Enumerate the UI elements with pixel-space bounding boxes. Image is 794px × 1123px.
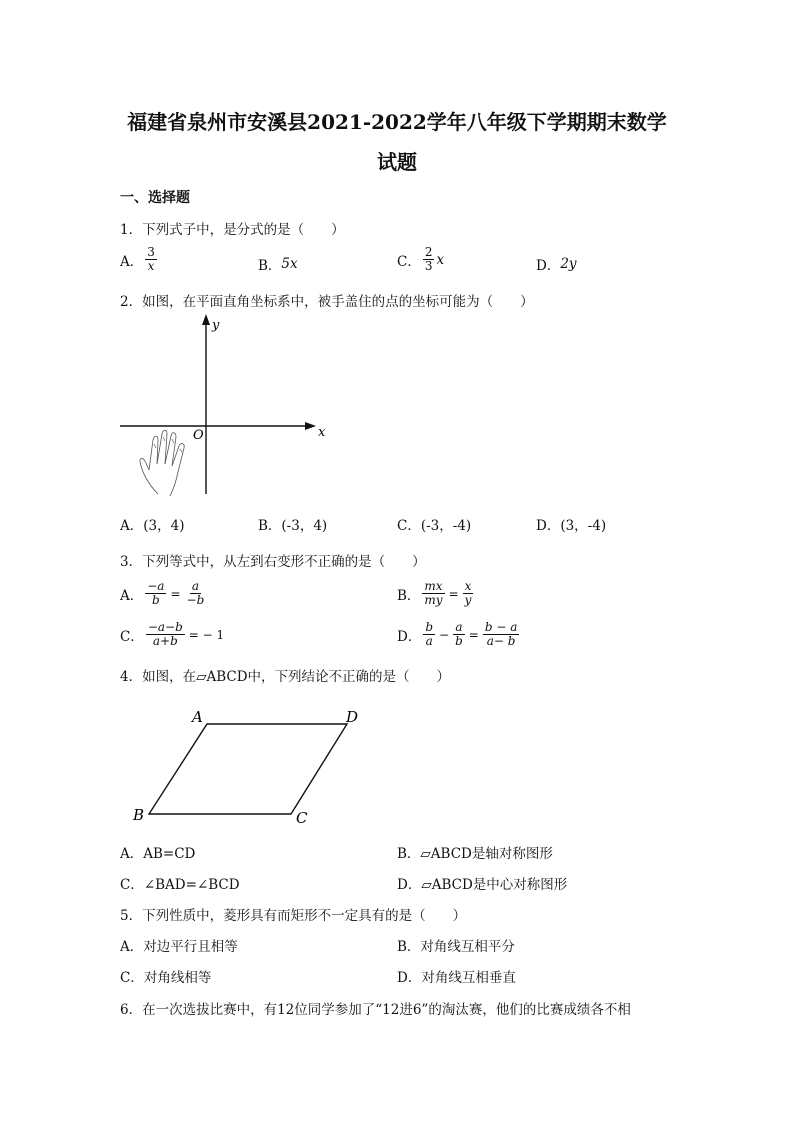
option-text: 5x — [281, 256, 298, 272]
q1-option-c — [397, 246, 444, 273]
numerator: a — [191, 579, 199, 593]
option-text: x — [436, 251, 445, 268]
q4-option-c: C．∠BAD=∠BCD — [120, 877, 240, 893]
option-label: A． — [120, 253, 144, 270]
q4-option-d: D．▱ABCD是中心对称图形 — [397, 877, 568, 893]
y-axis-arrow — [202, 314, 210, 325]
vertex-d-label: D — [346, 708, 359, 726]
numerator: a — [455, 620, 463, 634]
q2-option-b: B．(-3，4) — [258, 518, 328, 534]
fraction — [145, 246, 157, 273]
parallelogram-abcd — [149, 724, 347, 814]
q4-option-a: A．AB=CD — [120, 846, 196, 862]
fraction — [453, 621, 465, 648]
fraction — [423, 621, 435, 648]
q1-option-b — [258, 254, 298, 274]
q2-option-c: C．(-3，-4) — [397, 518, 472, 534]
vertex-c-label: C — [296, 809, 308, 827]
denominator: x — [147, 259, 155, 273]
q5-option-c: C．对角线相等 — [120, 970, 212, 986]
question-4-stem: 4．如图，在▱ABCD中，下列结论不正确的是（ ） — [120, 669, 451, 685]
q3-option-a — [120, 580, 208, 607]
option-label: B． — [258, 258, 282, 274]
denominator: y — [464, 593, 472, 607]
question-6-stem: 6．在一次选拔比赛中，有12位同学参加了“12进6”的淘汰赛，他们的比赛成绩各不相 — [120, 1002, 631, 1018]
fraction — [185, 580, 207, 607]
denominator: 3 — [424, 259, 433, 273]
denominator: −b — [186, 593, 205, 607]
q1-option-d — [536, 254, 577, 274]
q5-option-d: D．对角线互相垂直 — [397, 970, 516, 986]
option-label: A． — [120, 587, 144, 604]
x-axis-arrow — [305, 422, 316, 430]
option-label: C． — [397, 253, 421, 270]
numerator: −a−b — [147, 620, 183, 634]
q3-option-d — [397, 621, 521, 648]
q5-option-b: B．对角线互相平分 — [397, 939, 515, 955]
fraction — [146, 621, 185, 648]
page-title-line2: 试题 — [377, 150, 417, 174]
question-3-stem: 3．下列等式中，从左到右变形不正确的是（ ） — [120, 554, 426, 570]
numerator: x — [464, 579, 472, 593]
y-axis-label: y — [212, 318, 220, 333]
numerator: b − a — [484, 620, 518, 634]
q4-option-b: B．▱ABCD是轴对称图形 — [397, 846, 553, 862]
fraction — [145, 580, 166, 607]
q2-option-a: A．(3，4) — [120, 518, 185, 534]
q5-option-a: A．对边平行且相等 — [120, 939, 238, 955]
question-2-stem: 2．如图，在平面直角坐标系中，被手盖住的点的坐标可能为（ ） — [120, 294, 534, 310]
denominator: my — [424, 593, 443, 607]
right-hand-side: = − 1 — [188, 627, 225, 642]
option-label: D． — [397, 628, 422, 645]
fraction — [422, 580, 444, 607]
option-label: B． — [397, 587, 421, 604]
coordinate-plane-figure — [118, 312, 338, 502]
denominator: a− b — [486, 634, 516, 648]
hand-drawing — [140, 430, 184, 496]
q3-option-b — [397, 580, 475, 607]
numerator: mx — [424, 579, 443, 593]
numerator: 3 — [147, 245, 155, 259]
fraction — [423, 246, 435, 273]
denominator: b — [152, 593, 160, 607]
option-label: D． — [536, 258, 561, 274]
numerator: b — [425, 620, 434, 634]
option-text: 2y — [560, 256, 577, 272]
section-heading: 一、选择题 — [120, 190, 190, 206]
numerator: −a — [147, 579, 165, 593]
page-title: 福建省泉州市安溪县2021-2022学年八年级下学期期末数学 — [127, 110, 667, 134]
vertex-b-label: B — [133, 806, 145, 824]
q2-option-d: D．(3，-4) — [536, 518, 607, 534]
denominator: a — [425, 634, 433, 648]
origin-label: O — [193, 428, 204, 443]
fraction — [483, 621, 520, 648]
numerator: 2 — [424, 245, 433, 259]
q1-option-a — [120, 246, 159, 273]
equals-sign: = — [448, 586, 459, 601]
denominator: b — [455, 634, 463, 648]
minus-sign: − — [439, 627, 450, 642]
equals-sign: = — [468, 627, 479, 642]
question-5-stem: 5．下列性质中，菱形具有而矩形不一定具有的是（ ） — [120, 908, 467, 924]
question-1-stem: 1．下列式子中，是分式的是（ ） — [120, 222, 345, 238]
fraction — [463, 580, 474, 607]
denominator: a+b — [152, 634, 178, 648]
equals-sign: = — [170, 586, 181, 601]
vertex-a-label: A — [192, 708, 203, 726]
q3-option-c — [120, 621, 226, 648]
parallelogram-figure — [125, 700, 375, 830]
option-label: C． — [120, 628, 144, 645]
x-axis-label: x — [318, 425, 326, 440]
